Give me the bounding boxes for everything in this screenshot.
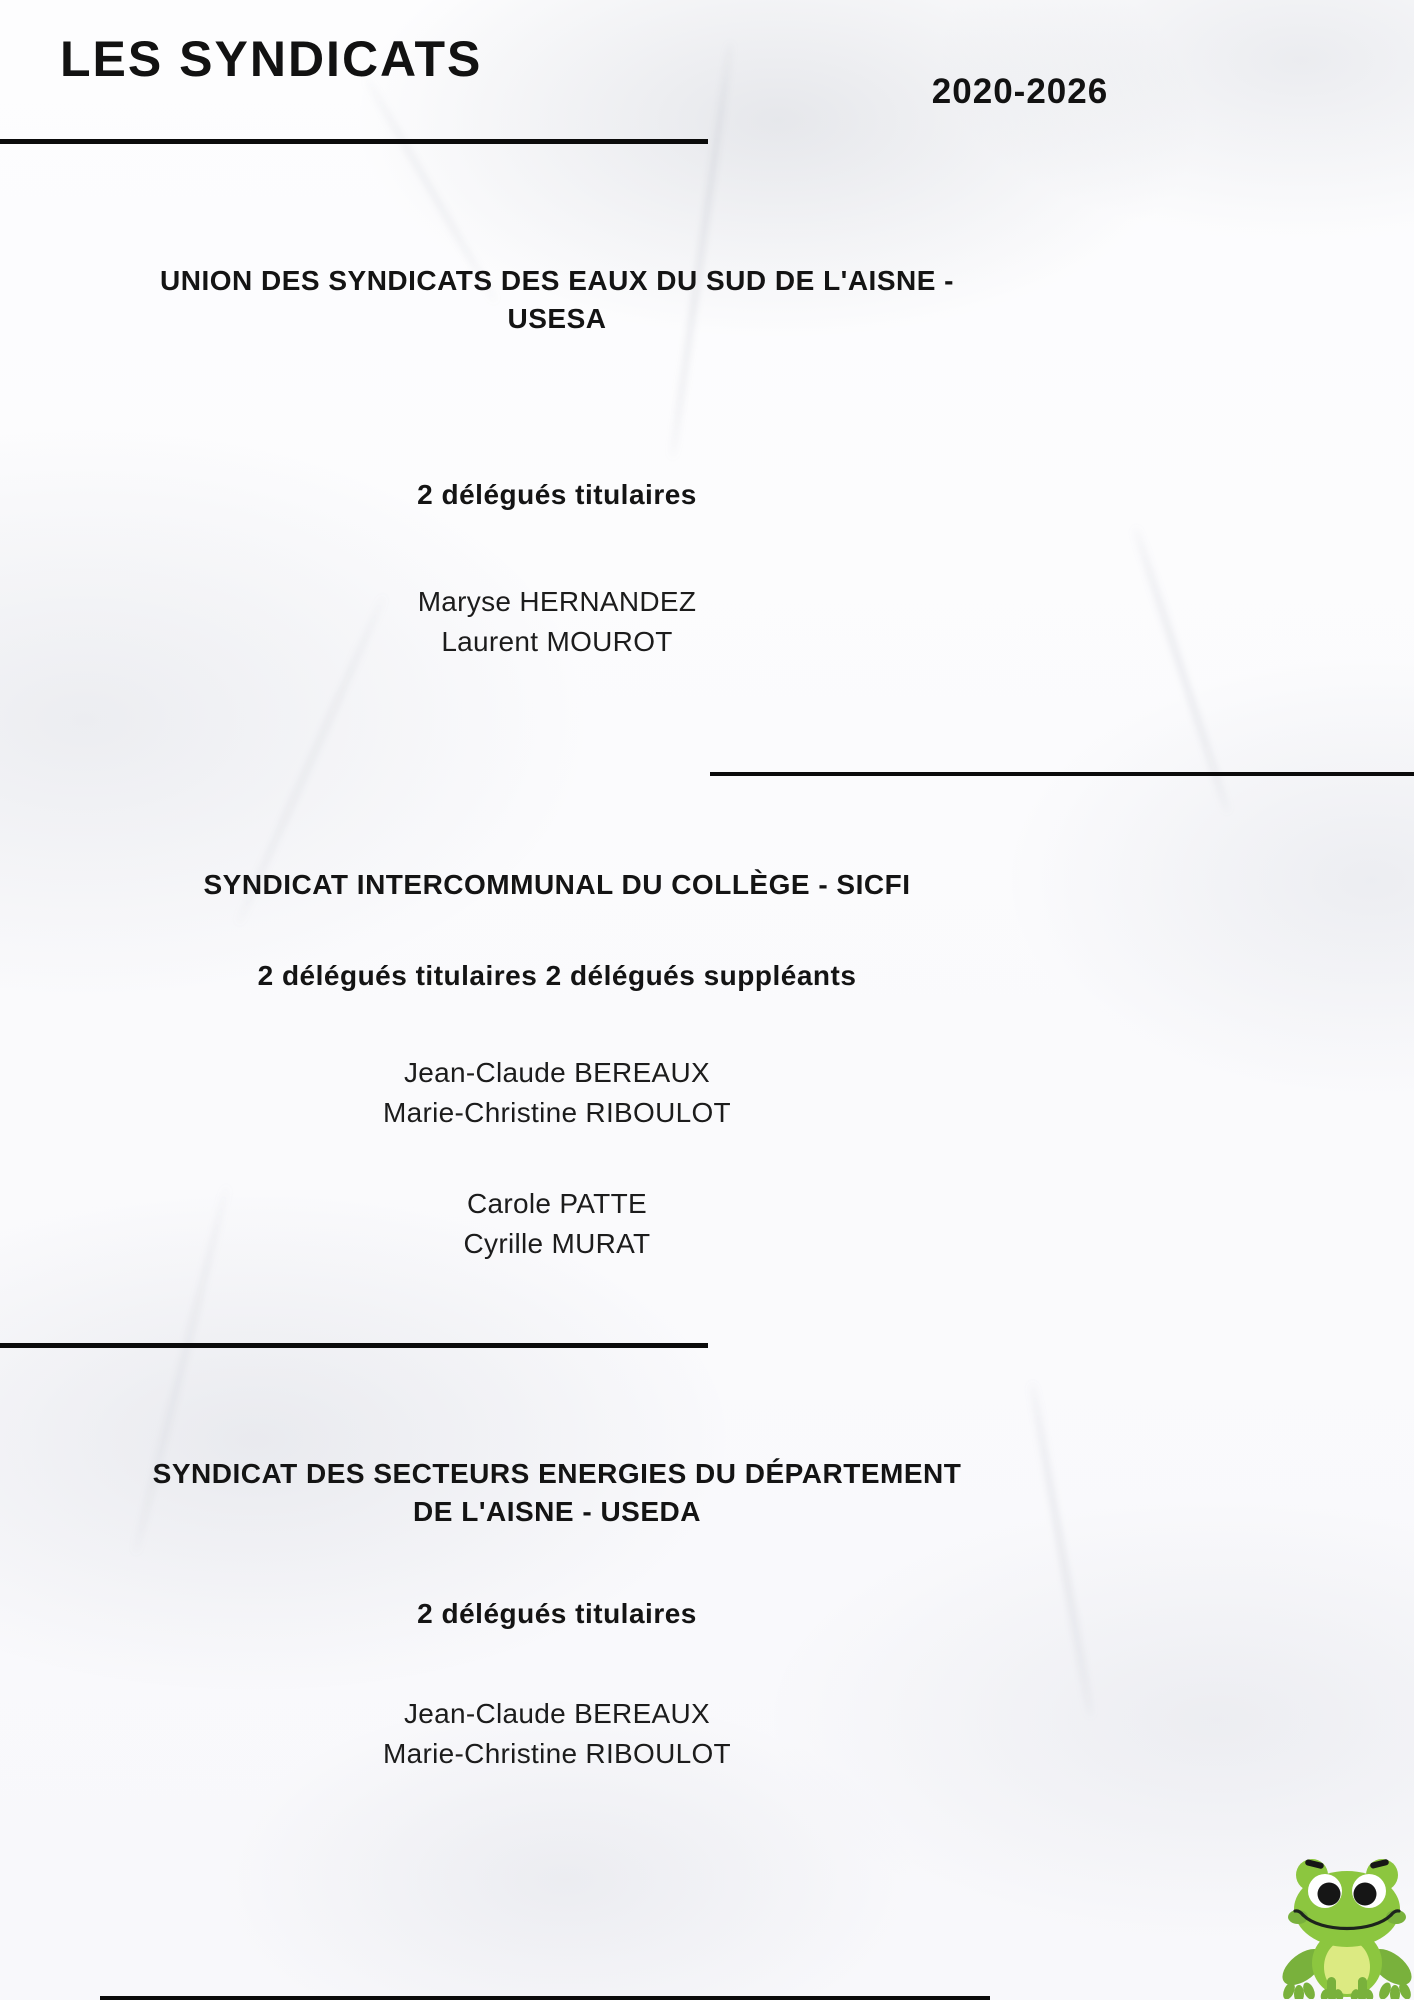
delegate-name: Laurent MOUROT [441,626,673,657]
period-label: 2020-2026 [931,72,1109,111]
delegate-name: Marie-Christine RIBOULOT [383,1738,731,1769]
delegate-name: Maryse HERNANDEZ [417,586,697,617]
delegate-name: Jean-Claude BEREAUX [403,1057,711,1088]
section-useda-delegates [57,1694,1057,1774]
heading-line: SYNDICAT INTERCOMMUNAL DU COLLÈGE - SICFI [203,869,911,900]
page-title: LES SYNDICATS [60,31,483,87]
delegate-name: Cyrille MURAT [463,1228,651,1259]
section-sicfi-suppleants [57,1184,1057,1264]
title-underline [0,139,708,144]
section-divider [0,1343,708,1348]
delegate-name: Jean-Claude BEREAUX [403,1698,711,1729]
delegate-name: Marie-Christine RIBOULOT [383,1097,731,1128]
section-sicfi-titulaires [57,1053,1057,1133]
section-divider [710,772,1414,776]
heading-line: USESA [507,303,607,334]
frog-icon [1281,1857,1413,1999]
marble-vein [671,42,732,458]
marble-vein [1134,527,1230,813]
section-usesa-subtitle: 2 délégués titulaires [417,479,697,510]
heading-line: SYNDICAT DES SECTEURS ENERGIES DU DÉPARTEMENT [152,1458,962,1489]
marble-vein [1031,1382,1093,1717]
section-usesa-heading [57,262,1057,338]
section-useda-subtitle: 2 délégués titulaires [417,1598,697,1629]
heading-line: DE L'AISNE - USEDA [413,1496,701,1527]
section-sicfi-subtitle: 2 délégués titulaires 2 délégués suppléants [257,960,857,991]
section-useda-heading [57,1455,1057,1531]
section-sicfi-heading [57,866,1057,904]
heading-line: UNION DES SYNDICATS DES EAUX DU SUD DE L'AISNE - [160,265,954,296]
delegate-name: Carole PATTE [467,1188,647,1219]
section-usesa-delegates [57,582,1057,662]
bottom-divider [100,1996,990,2000]
